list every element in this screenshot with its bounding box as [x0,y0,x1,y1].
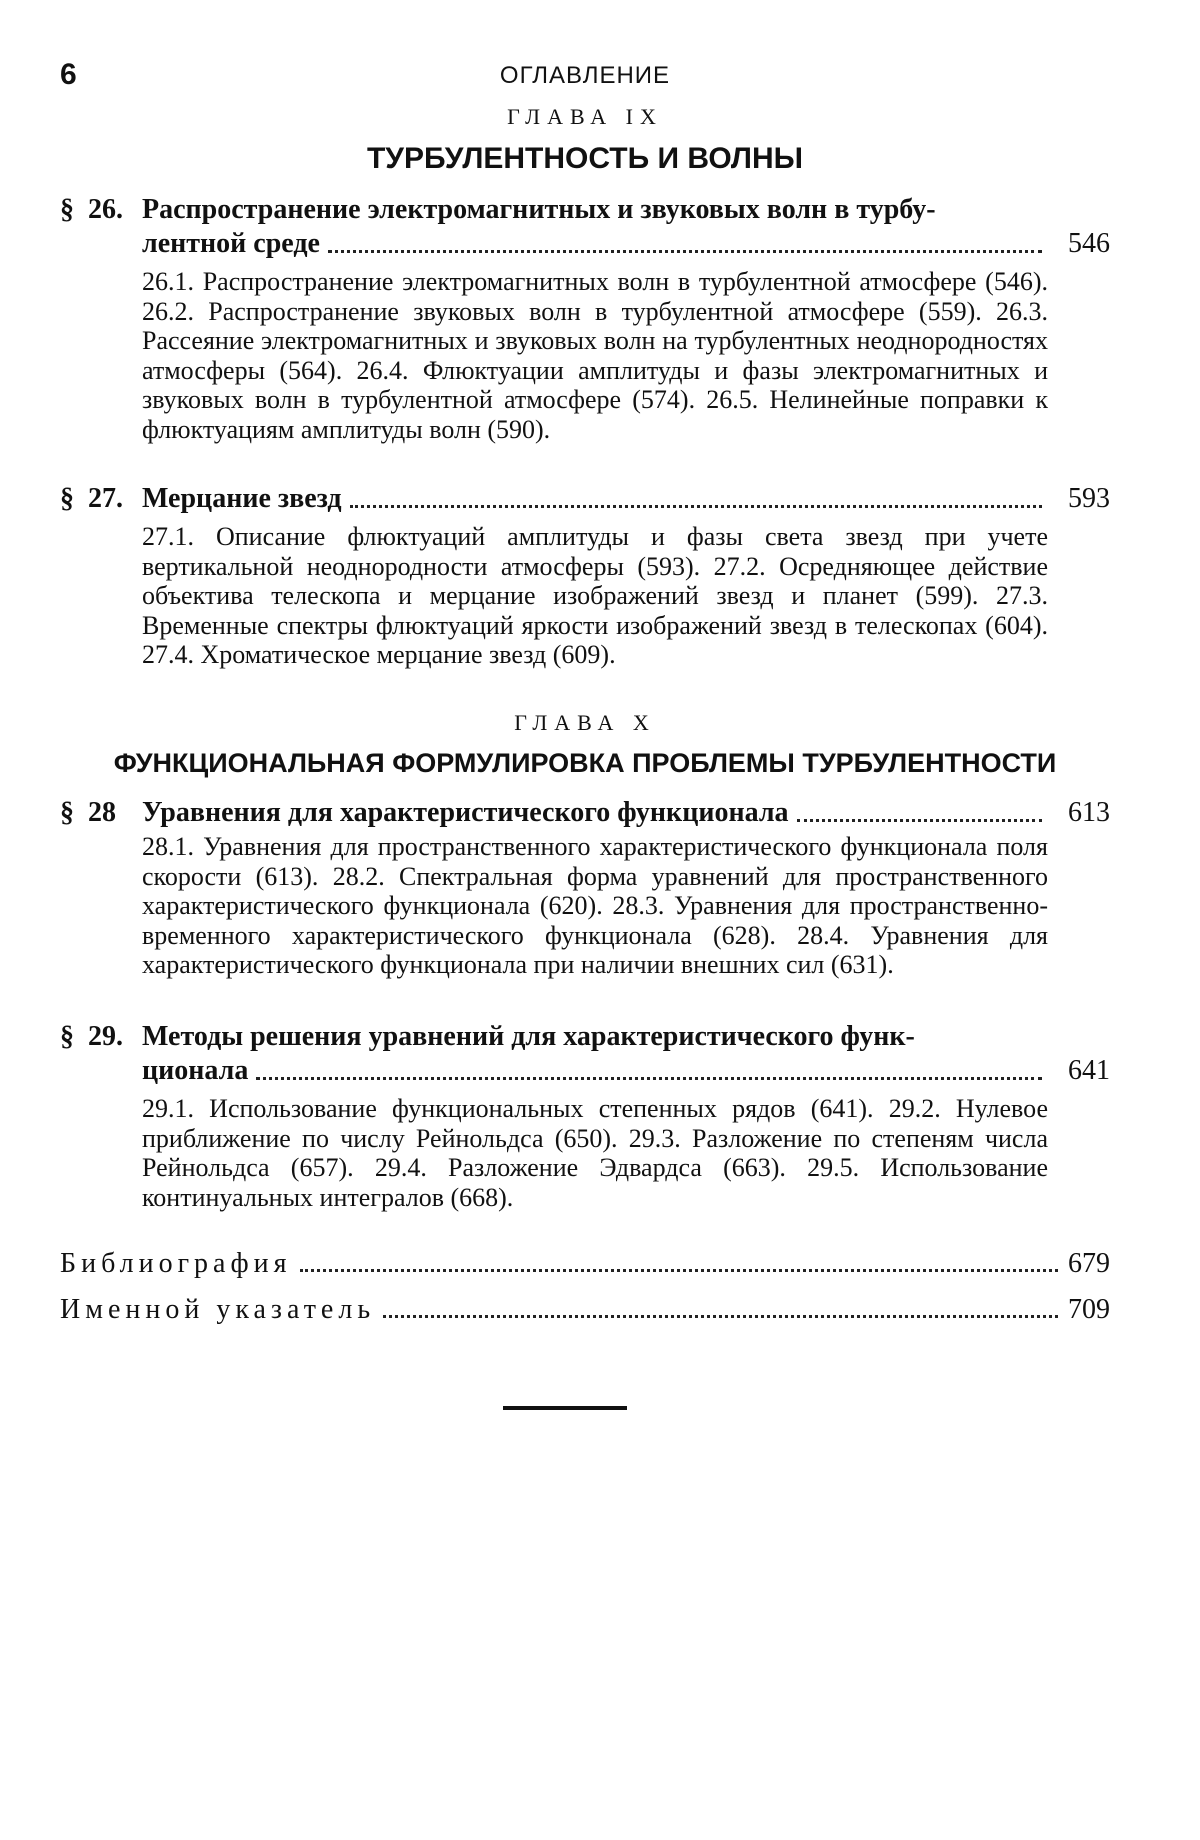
entry-subsections: 28.1. Уравнения для пространственного характеристического функционала поля скорости (613). 28.2. Спектральная форма уравнений для пространственного характеристического функционала (620). 28.3. Уравнения для пространственно-временного характеристического функционала (628). 28.4. Уравнения для характеристического функционала при наличии внешних сил (631). [142,832,1048,979]
entry-number: 28 [88,797,116,828]
entry-page-number: 709 [1068,1294,1110,1325]
toc-entry[interactable] [60,1020,1110,1212]
chapter-label: ГЛАВА IX [507,104,663,129]
dot-leader [328,249,1042,253]
running-title: ОГЛАВЛЕНИЕ [499,62,671,89]
entry-subsections: 29.1. Использование функциональных степенных рядов (641). 29.2. Нулевое приближение по числу Рейнольдса (650). 29.3. Разложение по степеням числа Рейнольдса (657). 29.4. Разложение Эдвардса (663). 29.5. Использование континуальных интегралов (668). [142,1094,1048,1212]
dot-leader [797,818,1042,822]
chapter-title: ТУРБУЛЕНТНОСТЬ И ВОЛНЫ [366,142,803,175]
running-head [60,58,1110,98]
section-sign: § [60,194,74,225]
toc-entry-bibliography[interactable] [60,1244,1110,1280]
entry-heading [60,796,1110,830]
dot-leader [350,504,1042,508]
dot-leader [383,1314,1058,1318]
entry-heading [60,193,1110,261]
entry-subsections: 26.1. Распространение электромагнитных волн в турбулентной атмосфере (546). 26.2. Распространение звуковых волн в турбулентной атмосфере (559). 26.3. Рассеяние электромагнитных и звуковых волн на турбулентных неоднородностях атмосферы (564). 26.4. Флюктуации амплитуды и фазы электромагнитных и звуковых волн в турбулентной атмосфере (574). 26.5. Нелинейные поправки к флюктуациям амплитуды волн (590). [142,267,1048,444]
entry-page-number: 641 [1068,1055,1110,1086]
back-matter-label: Библиография [60,1248,292,1279]
chapter-title: ФУНКЦИОНАЛЬНАЯ ФОРМУЛИРОВКА ПРОБЛЕМЫ ТУРБУЛЕНТНОСТИ [113,748,1057,778]
entry-heading [60,1020,1110,1088]
back-matter-label: Именной указатель [60,1294,376,1325]
toc-entry[interactable] [60,193,1110,444]
end-rule [503,1406,627,1410]
toc-entry[interactable] [60,482,1110,670]
toc-entry[interactable] [60,796,1110,980]
entry-subsections: 27.1. Описание флюктуаций амплитуды и фазы света звезд при учете вертикальной неоднородности атмосферы (593). 27.2. Осредняющее действие объектива телескопа и мерцание изображений звезд и планет (599). 27.3. Временные спектры флюктуаций яркости изображений звезд в телескопах (604). 27.4. Хроматическое мерцание звезд (609). [142,522,1048,669]
dot-leader [256,1076,1042,1080]
section-sign: § [60,797,74,828]
entry-number: 29. [88,1021,123,1052]
entry-title-line: Уравнения для характеристического функционала [142,797,789,828]
chapter-label: ГЛАВА X [514,710,656,735]
entry-page-number: 679 [1068,1248,1110,1279]
toc-entry-name-index[interactable] [60,1290,1110,1326]
section-sign: § [60,1021,74,1052]
entry-title-line: Распространение электромагнитных и звуковых волн в турбу- [142,194,936,225]
section-sign: § [60,483,74,514]
entry-title-line: Мерцание звезд [142,483,342,514]
entry-heading [60,482,1110,516]
entry-title-line: лентной среде [142,228,320,259]
dot-leader [300,1268,1059,1272]
entry-title-line: Методы решения уравнений для характеристического функ- [142,1021,915,1052]
entry-number: 26. [88,194,123,225]
entry-page-number: 593 [1068,483,1110,514]
entry-title-line: ционала [142,1055,249,1086]
entry-page-number: 613 [1068,797,1110,828]
page-number: 6 [60,58,77,91]
entry-page-number: 546 [1068,228,1110,259]
entry-number: 27. [88,483,123,514]
